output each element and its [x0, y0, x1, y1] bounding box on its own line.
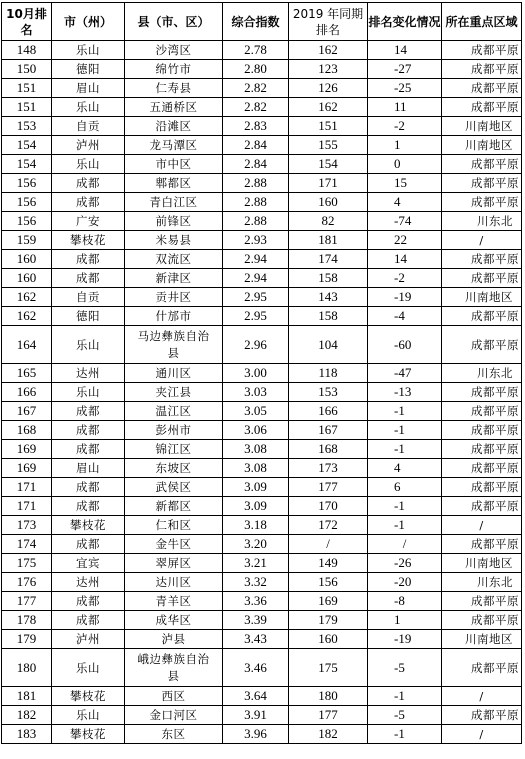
cell-county: 夹江县 — [125, 383, 223, 402]
cell-rank-2019: 126 — [289, 79, 368, 98]
cell-rank: 169 — [2, 440, 52, 459]
cell-region: / — [442, 516, 522, 535]
table-row — [2, 326, 522, 364]
header-index: 综合指数 — [223, 3, 289, 41]
cell-rank: 156 — [2, 212, 52, 231]
cell-county: 什邡市 — [125, 307, 223, 326]
cell-city: 乐山 — [52, 706, 125, 725]
cell-rank-change: 1 — [368, 136, 442, 155]
cell-index: 2.95 — [223, 307, 289, 326]
cell-index: 3.08 — [223, 440, 289, 459]
cell-rank-2019: 177 — [289, 706, 368, 725]
cell-rank-2019: 104 — [289, 326, 368, 364]
cell-city: 宜宾 — [52, 554, 125, 573]
cell-rank: 164 — [2, 326, 52, 364]
cell-city: 乐山 — [52, 41, 125, 60]
cell-rank: 168 — [2, 421, 52, 440]
cell-rank: 182 — [2, 706, 52, 725]
cell-index: 2.88 — [223, 174, 289, 193]
cell-rank: 178 — [2, 611, 52, 630]
cell-county: 新都区 — [125, 497, 223, 516]
cell-index: 3.08 — [223, 459, 289, 478]
cell-county: 成华区 — [125, 611, 223, 630]
cell-region: 成都平原 — [442, 478, 522, 497]
cell-county: 东区 — [125, 725, 223, 744]
table-row — [2, 402, 522, 421]
ranking-table — [1, 2, 522, 744]
cell-county: 贡井区 — [125, 288, 223, 307]
cell-region: 成都平原 — [442, 440, 522, 459]
cell-rank: 180 — [2, 649, 52, 687]
cell-index: 2.88 — [223, 212, 289, 231]
cell-index: 3.06 — [223, 421, 289, 440]
cell-rank-2019: 182 — [289, 725, 368, 744]
cell-rank-change: -5 — [368, 706, 442, 725]
cell-index: 3.46 — [223, 649, 289, 687]
cell-city: 成都 — [52, 250, 125, 269]
table-row — [2, 269, 522, 288]
cell-rank: 177 — [2, 592, 52, 611]
cell-city: 泸州 — [52, 630, 125, 649]
cell-county: 翠屏区 — [125, 554, 223, 573]
cell-rank-change: 1 — [368, 611, 442, 630]
cell-index: 2.78 — [223, 41, 289, 60]
cell-rank: 179 — [2, 630, 52, 649]
cell-rank-2019: 82 — [289, 212, 368, 231]
table-row — [2, 535, 522, 554]
cell-region: 川东北 — [442, 573, 522, 592]
cell-region: 川南地区 — [442, 630, 522, 649]
cell-rank-change: -5 — [368, 649, 442, 687]
cell-rank: 181 — [2, 687, 52, 706]
cell-rank-2019: 180 — [289, 687, 368, 706]
cell-county: 西区 — [125, 687, 223, 706]
cell-rank: 156 — [2, 174, 52, 193]
cell-rank-2019: 166 — [289, 402, 368, 421]
cell-rank: 176 — [2, 573, 52, 592]
cell-county: 仁和区 — [125, 516, 223, 535]
cell-region: 成都平原 — [442, 250, 522, 269]
cell-city: 成都 — [52, 478, 125, 497]
cell-rank-change: 4 — [368, 459, 442, 478]
cell-index: 2.88 — [223, 193, 289, 212]
cell-region: 成都平原 — [442, 592, 522, 611]
cell-rank-2019: 153 — [289, 383, 368, 402]
cell-rank-change: 11 — [368, 98, 442, 117]
cell-rank-change: -2 — [368, 269, 442, 288]
cell-county: 市中区 — [125, 155, 223, 174]
cell-rank-2019: 151 — [289, 117, 368, 136]
cell-rank: 166 — [2, 383, 52, 402]
cell-region: 成都平原 — [442, 706, 522, 725]
cell-region: 成都平原 — [442, 79, 522, 98]
cell-rank-2019: 158 — [289, 307, 368, 326]
cell-county: 仁寿县 — [125, 79, 223, 98]
header-county: 县（市、区） — [125, 3, 223, 41]
cell-rank-2019: 156 — [289, 573, 368, 592]
cell-county: 沿滩区 — [125, 117, 223, 136]
cell-rank-change: -13 — [368, 383, 442, 402]
cell-city: 达州 — [52, 364, 125, 383]
cell-county: 锦江区 — [125, 440, 223, 459]
cell-rank-2019: 162 — [289, 98, 368, 117]
cell-rank-2019: 118 — [289, 364, 368, 383]
cell-rank-2019: 171 — [289, 174, 368, 193]
cell-county: 绵竹市 — [125, 60, 223, 79]
cell-rank-2019: 175 — [289, 649, 368, 687]
cell-index: 2.96 — [223, 326, 289, 364]
cell-region: 成都平原 — [442, 402, 522, 421]
cell-city: 成都 — [52, 497, 125, 516]
cell-index: 3.32 — [223, 573, 289, 592]
cell-index: 3.20 — [223, 535, 289, 554]
cell-region: 成都平原 — [442, 307, 522, 326]
cell-region: 成都平原 — [442, 174, 522, 193]
cell-county: 青白江区 — [125, 193, 223, 212]
cell-region: 成都平原 — [442, 60, 522, 79]
cell-index: 3.18 — [223, 516, 289, 535]
cell-region: 成都平原 — [442, 41, 522, 60]
cell-rank: 153 — [2, 117, 52, 136]
cell-city: 乐山 — [52, 98, 125, 117]
cell-region: 川南地区 — [442, 136, 522, 155]
table-row — [2, 383, 522, 402]
table-body — [2, 41, 522, 744]
cell-rank-change: -25 — [368, 79, 442, 98]
cell-rank: 151 — [2, 79, 52, 98]
cell-region: 川南地区 — [442, 117, 522, 136]
table-row — [2, 364, 522, 383]
cell-rank-2019: 179 — [289, 611, 368, 630]
cell-county: 东坡区 — [125, 459, 223, 478]
cell-rank-change: -20 — [368, 573, 442, 592]
cell-county: 青羊区 — [125, 592, 223, 611]
cell-region: 成都平原 — [442, 459, 522, 478]
cell-rank-2019: / — [289, 535, 368, 554]
cell-index: 2.95 — [223, 288, 289, 307]
cell-rank-2019: 160 — [289, 193, 368, 212]
cell-rank-change: -60 — [368, 326, 442, 364]
cell-region: 成都平原 — [442, 326, 522, 364]
cell-rank-2019: 181 — [289, 231, 368, 250]
table-row — [2, 725, 522, 744]
table-row — [2, 649, 522, 687]
cell-city: 成都 — [52, 421, 125, 440]
cell-city: 乐山 — [52, 326, 125, 364]
cell-city: 攀枝花 — [52, 516, 125, 535]
cell-rank-2019: 177 — [289, 478, 368, 497]
table-row — [2, 41, 522, 60]
cell-rank: 165 — [2, 364, 52, 383]
cell-rank-change: / — [368, 535, 442, 554]
cell-rank-2019: 155 — [289, 136, 368, 155]
cell-rank-2019: 123 — [289, 60, 368, 79]
cell-rank-change: -1 — [368, 440, 442, 459]
cell-rank: 154 — [2, 136, 52, 155]
cell-rank: 174 — [2, 535, 52, 554]
table-row — [2, 60, 522, 79]
table-row — [2, 687, 522, 706]
table-row — [2, 79, 522, 98]
cell-index: 3.09 — [223, 478, 289, 497]
cell-city: 自贡 — [52, 288, 125, 307]
cell-region: 成都平原 — [442, 497, 522, 516]
cell-rank-change: -19 — [368, 288, 442, 307]
cell-rank-change: -26 — [368, 554, 442, 573]
cell-region: 成都平原 — [442, 98, 522, 117]
cell-rank-change: 15 — [368, 174, 442, 193]
cell-rank-change: 22 — [368, 231, 442, 250]
cell-index: 3.39 — [223, 611, 289, 630]
cell-city: 乐山 — [52, 155, 125, 174]
table-row — [2, 478, 522, 497]
table-row — [2, 174, 522, 193]
table-row — [2, 212, 522, 231]
cell-rank: 160 — [2, 250, 52, 269]
cell-rank: 162 — [2, 307, 52, 326]
table-row — [2, 136, 522, 155]
table-row — [2, 497, 522, 516]
table-row — [2, 592, 522, 611]
table-row — [2, 573, 522, 592]
cell-city: 泸州 — [52, 136, 125, 155]
cell-city: 达州 — [52, 573, 125, 592]
cell-rank: 171 — [2, 497, 52, 516]
cell-city: 攀枝花 — [52, 725, 125, 744]
table-row — [2, 630, 522, 649]
cell-city: 成都 — [52, 193, 125, 212]
cell-rank-2019: 174 — [289, 250, 368, 269]
cell-county: 龙马潭区 — [125, 136, 223, 155]
cell-index: 3.09 — [223, 497, 289, 516]
cell-region: 成都平原 — [442, 193, 522, 212]
cell-county: 五通桥区 — [125, 98, 223, 117]
cell-index: 3.05 — [223, 402, 289, 421]
table-row — [2, 250, 522, 269]
cell-region: / — [442, 725, 522, 744]
cell-region: 成都平原 — [442, 611, 522, 630]
cell-rank-2019: 154 — [289, 155, 368, 174]
cell-index: 3.36 — [223, 592, 289, 611]
cell-region: 成都平原 — [442, 649, 522, 687]
cell-county: 沙湾区 — [125, 41, 223, 60]
cell-rank: 150 — [2, 60, 52, 79]
cell-rank-2019: 170 — [289, 497, 368, 516]
cell-index: 3.64 — [223, 687, 289, 706]
cell-city: 德阳 — [52, 307, 125, 326]
cell-region: 川南地区 — [442, 288, 522, 307]
cell-city: 成都 — [52, 535, 125, 554]
cell-rank-change: -19 — [368, 630, 442, 649]
cell-index: 2.82 — [223, 98, 289, 117]
cell-rank-2019: 169 — [289, 592, 368, 611]
cell-rank-change: 0 — [368, 155, 442, 174]
cell-index: 2.83 — [223, 117, 289, 136]
cell-county: 峨边彝族自治县 — [125, 649, 223, 687]
cell-rank-change: 6 — [368, 478, 442, 497]
cell-region: 成都平原 — [442, 421, 522, 440]
cell-index: 3.21 — [223, 554, 289, 573]
cell-county: 新津区 — [125, 269, 223, 288]
cell-index: 2.80 — [223, 60, 289, 79]
cell-county: 双流区 — [125, 250, 223, 269]
cell-index: 2.94 — [223, 269, 289, 288]
table-row — [2, 117, 522, 136]
cell-rank-2019: 172 — [289, 516, 368, 535]
cell-region: 川东北 — [442, 212, 522, 231]
header-rank-2019: 2019 年同期排名 — [289, 3, 368, 41]
cell-region: 成都平原 — [442, 383, 522, 402]
cell-rank: 159 — [2, 231, 52, 250]
cell-city: 成都 — [52, 174, 125, 193]
cell-region: 成都平原 — [442, 269, 522, 288]
table-row — [2, 231, 522, 250]
cell-city: 成都 — [52, 269, 125, 288]
cell-region: 成都平原 — [442, 535, 522, 554]
cell-rank-change: -47 — [368, 364, 442, 383]
cell-index: 2.94 — [223, 250, 289, 269]
cell-index: 3.96 — [223, 725, 289, 744]
cell-rank: 148 — [2, 41, 52, 60]
cell-rank-2019: 149 — [289, 554, 368, 573]
cell-rank-change: -27 — [368, 60, 442, 79]
cell-rank-change: 14 — [368, 41, 442, 60]
cell-index: 3.91 — [223, 706, 289, 725]
cell-city: 眉山 — [52, 459, 125, 478]
cell-rank-2019: 143 — [289, 288, 368, 307]
header-rank-oct: 10月排名 — [2, 3, 52, 41]
cell-city: 攀枝花 — [52, 687, 125, 706]
cell-rank-2019: 160 — [289, 630, 368, 649]
cell-rank-change: -1 — [368, 725, 442, 744]
cell-index: 2.82 — [223, 79, 289, 98]
header-region: 所在重点区域 — [442, 3, 522, 41]
table-row — [2, 307, 522, 326]
cell-rank-2019: 167 — [289, 421, 368, 440]
cell-region: 成都平原 — [442, 155, 522, 174]
cell-county: 米易县 — [125, 231, 223, 250]
cell-rank-2019: 162 — [289, 41, 368, 60]
cell-rank: 171 — [2, 478, 52, 497]
table-row — [2, 554, 522, 573]
cell-city: 成都 — [52, 440, 125, 459]
cell-county: 彭州市 — [125, 421, 223, 440]
cell-county: 达川区 — [125, 573, 223, 592]
cell-county: 武侯区 — [125, 478, 223, 497]
cell-rank-2019: 168 — [289, 440, 368, 459]
cell-region: / — [442, 231, 522, 250]
cell-rank: 160 — [2, 269, 52, 288]
cell-rank-change: -1 — [368, 497, 442, 516]
cell-index: 2.84 — [223, 155, 289, 174]
table-row — [2, 288, 522, 307]
cell-rank: 151 — [2, 98, 52, 117]
header-rank-change: 排名变化情况 — [368, 3, 442, 41]
cell-county: 金牛区 — [125, 535, 223, 554]
table-row — [2, 459, 522, 478]
cell-rank: 169 — [2, 459, 52, 478]
cell-rank-change: 4 — [368, 193, 442, 212]
cell-rank-change: -74 — [368, 212, 442, 231]
cell-index: 3.03 — [223, 383, 289, 402]
cell-rank-change: -8 — [368, 592, 442, 611]
cell-rank-change: -1 — [368, 516, 442, 535]
cell-rank-change: -1 — [368, 421, 442, 440]
cell-index: 3.00 — [223, 364, 289, 383]
table-row — [2, 155, 522, 174]
cell-rank: 154 — [2, 155, 52, 174]
cell-region: 川东北 — [442, 364, 522, 383]
cell-index: 2.84 — [223, 136, 289, 155]
cell-city: 乐山 — [52, 649, 125, 687]
cell-city: 成都 — [52, 592, 125, 611]
cell-rank-change: -1 — [368, 402, 442, 421]
cell-county: 温江区 — [125, 402, 223, 421]
table-row — [2, 706, 522, 725]
cell-city: 广安 — [52, 212, 125, 231]
cell-rank: 175 — [2, 554, 52, 573]
cell-rank-2019: 158 — [289, 269, 368, 288]
cell-county: 泸县 — [125, 630, 223, 649]
cell-city: 自贡 — [52, 117, 125, 136]
cell-county: 郫都区 — [125, 174, 223, 193]
cell-rank-change: -1 — [368, 687, 442, 706]
cell-city: 成都 — [52, 402, 125, 421]
header-row — [2, 3, 522, 41]
table-row — [2, 611, 522, 630]
cell-rank-change: 14 — [368, 250, 442, 269]
table-row — [2, 421, 522, 440]
table-row — [2, 440, 522, 459]
cell-city: 攀枝花 — [52, 231, 125, 250]
cell-rank-change: -2 — [368, 117, 442, 136]
cell-city: 德阳 — [52, 60, 125, 79]
table-row — [2, 98, 522, 117]
cell-rank: 162 — [2, 288, 52, 307]
cell-rank: 173 — [2, 516, 52, 535]
cell-county: 马边彝族自治县 — [125, 326, 223, 364]
table-row — [2, 193, 522, 212]
cell-region: 川南地区 — [442, 554, 522, 573]
cell-county: 通川区 — [125, 364, 223, 383]
cell-rank: 167 — [2, 402, 52, 421]
cell-region: / — [442, 687, 522, 706]
cell-city: 眉山 — [52, 79, 125, 98]
cell-rank-change: -4 — [368, 307, 442, 326]
cell-index: 3.43 — [223, 630, 289, 649]
cell-county: 前锋区 — [125, 212, 223, 231]
cell-rank-2019: 173 — [289, 459, 368, 478]
header-city: 市（州） — [52, 3, 125, 41]
cell-rank: 183 — [2, 725, 52, 744]
cell-index: 2.93 — [223, 231, 289, 250]
table-row — [2, 516, 522, 535]
cell-county: 金口河区 — [125, 706, 223, 725]
cell-city: 乐山 — [52, 383, 125, 402]
cell-rank: 156 — [2, 193, 52, 212]
cell-city: 成都 — [52, 611, 125, 630]
